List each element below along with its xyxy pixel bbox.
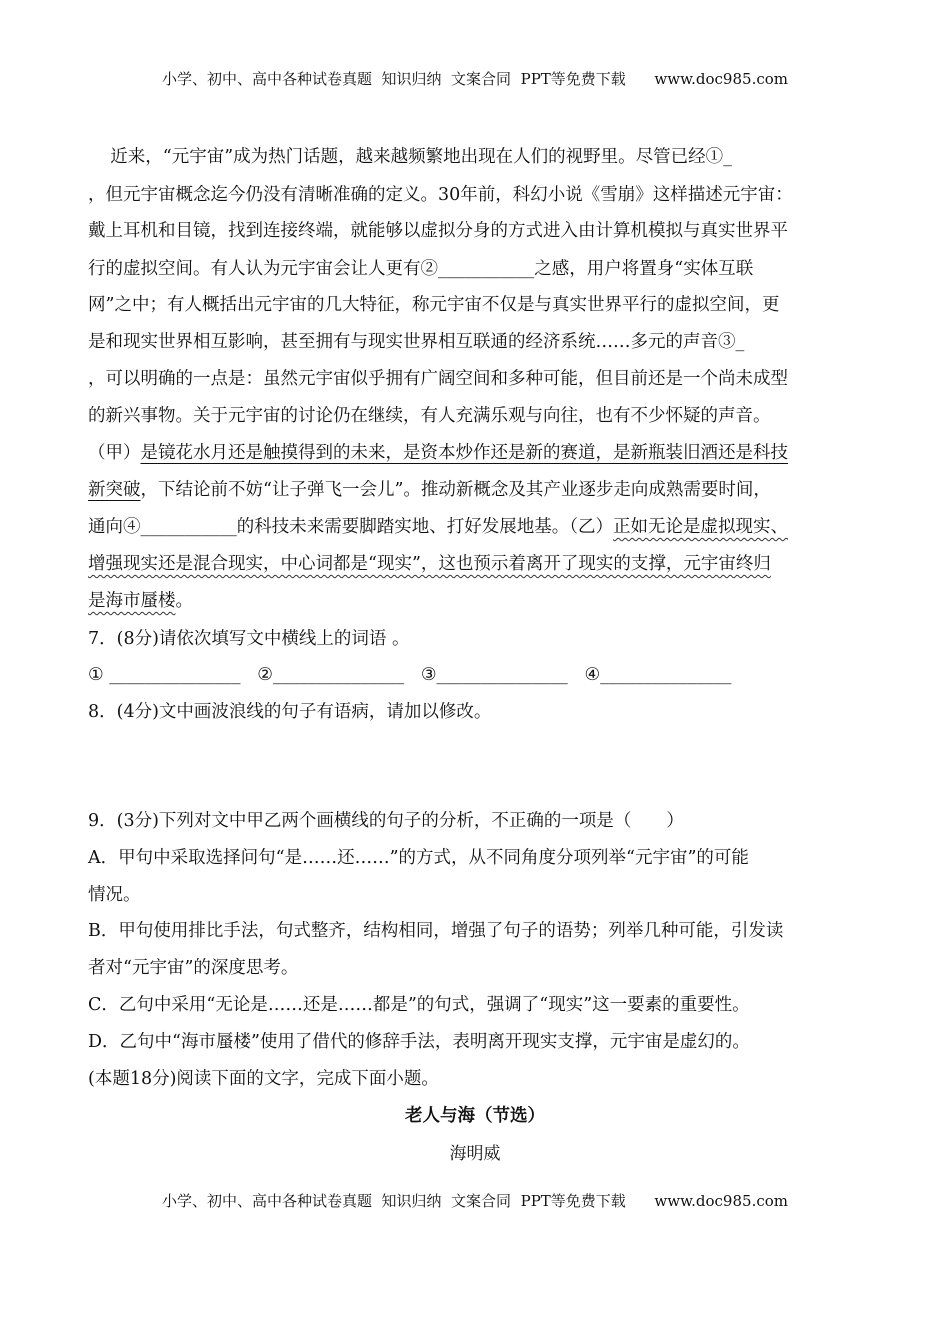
passage-line: ，可以明确的一点是：虽然元宇宙似乎拥有广阔空间和多种可能，但目前还是一个尚未成型 (88, 369, 788, 389)
passage-line (88, 477, 771, 505)
passage-line: 是和现实世界相互影响，甚至拥有与现实世界相互联通的经济系统……多元的声音③_ (88, 332, 745, 352)
passage-line: 的新兴事物。关于元宇宙的讨论仍在继续，有人充满乐观与向往，也有不少怀疑的声音。 (88, 406, 771, 426)
option-b-cont: 者对“元宇宙”的深度思考。 (88, 958, 299, 978)
question-7-blanks: ① _______________ ②_______________ ③_______________ ④_______________ (88, 665, 732, 685)
underlined-sentence-jia: 是镜花水月还是触摸得到的未来，是资本炒作还是新的赛道，是新瓶装旧酒还是科技 (140, 443, 788, 463)
wavy-sentence-yi: 增强现实还是混合现实，中心词都是“现实”，这也预示着离开了现实的支撑，元宇宙终归 (88, 554, 771, 574)
passage-text: 通向④___________的科技未来需要脚踏实地、打好发展地基。（乙） (88, 517, 613, 537)
option-a-cont: 情况。 (88, 885, 141, 905)
passage-line: 网”之中；有人概括出元宇宙的几大特征，称元宇宙不仅是与真实世界平行的虚拟空间，更 (88, 295, 780, 315)
question-7: 7．(8分)请依次填写文中横线上的词语 。 (88, 629, 410, 649)
option-d: D．乙句中“海市蜃楼”使用了借代的修辞手法，表明离开现实支撑，元宇宙是虚幻的。 (88, 1032, 750, 1052)
passage-line (88, 440, 788, 468)
passage-text: ，下结论前不妨“让子弹飞一会儿”。推动新概念及其产业逐步走向成熟需要时间， (140, 480, 771, 500)
passage-line (88, 551, 771, 579)
wavy-sentence-yi: 正如无论是虚拟现实、 (613, 517, 788, 537)
passage-line: ，但元宇宙概念迄今仍没有清晰准确的定义。30年前，科幻小说《雪崩》这样描述元宇宙： (88, 185, 793, 205)
passage-line (88, 514, 788, 542)
page-header: 小学、初中、高中各种试卷真题 知识归纳 文案合同 PPT等免费下载 www.doc985.com (161, 70, 788, 88)
question-9: 9．(3分)下列对文中甲乙两个画横线的句子的分析，不正确的一项是（ ） (88, 811, 684, 831)
underlined-sentence-jia-end: 新突破 (88, 480, 141, 500)
option-c: C．乙句中采用“无论是……还是……都是”的句式，强调了“现实”这一要素的重要性。 (88, 995, 750, 1015)
reading-title: 老人与海（节选） (405, 1106, 545, 1126)
label-jia: （甲） (88, 443, 141, 463)
option-a: A．甲句中采取选择问句“是……还……”的方式，从不同角度分项列举“元宇宙”的可能 (88, 848, 749, 868)
question-8: 8．(4分)文中画波浪线的句子有语病，请加以修改。 (88, 702, 492, 722)
passage-text: 。 (175, 591, 193, 611)
passage-line: 行的虚拟空间。有人认为元宇宙会让人更有②___________之感，用户将置身“实体互联 (88, 259, 754, 279)
passage-line: 近来，“元宇宙”成为热门话题，越来越频繁地出现在人们的视野里。尽管已经①_ (88, 147, 732, 167)
passage-line: 戴上耳机和目镜，找到连接终端，就能够以虚拟分身的方式进入由计算机模拟与真实世界平 (88, 221, 788, 241)
passage-line (88, 588, 193, 616)
page-footer: 小学、初中、高中各种试卷真题 知识归纳 文案合同 PPT等免费下载 www.doc985.com (161, 1192, 788, 1210)
option-b: B．甲句使用排比手法，句式整齐，结构相同，增强了句子的语势；列举几种可能，引发读 (88, 921, 784, 941)
wavy-sentence-yi-end: 是海市蜃楼 (88, 591, 176, 611)
reading-author: 海明威 (449, 1144, 501, 1164)
section-instruction: (本题18分)阅读下面的文字，完成下面小题。 (88, 1069, 439, 1089)
